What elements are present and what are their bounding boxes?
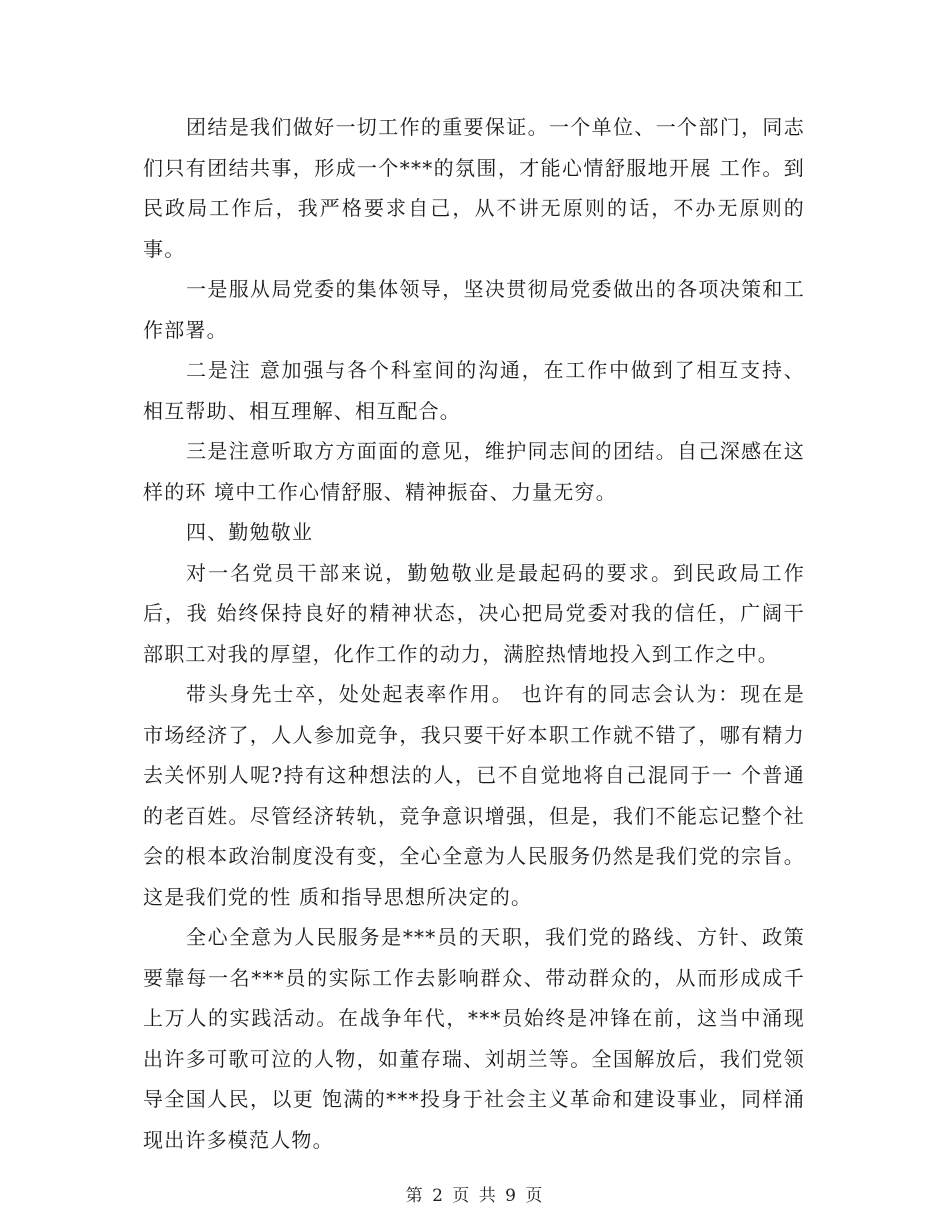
paragraph: 一是服从局党委的集体领导，坚决贯彻局党委做出的各项决策和工作部署。: [143, 277, 805, 342]
page-number-footer: 第 2 页 共 9 页: [405, 1186, 545, 1206]
section-heading: 四、勤勉敬业: [186, 520, 314, 544]
paragraph: 全心全意为人民服务是***员的天职，我们党的路线、方针、政策要靠每一名***员的实际工作去影响群众、带动群众的，从而形成成千上万人的实践活动。在战争年代，***员始终是冲锋在前，这当中涌现出许多可歌可泣的人物，如董存瑞、刘胡兰等。全国解放后，我们党领导全国人民，以更 饱满的***投身于社会主义革命和建设事业，同样涌现出许多模范人物。: [143, 925, 805, 1152]
paragraph: 二是注 意加强与各个科室间的沟通，在工作中做到了相互支持、相互帮助、相互理解、相互配合。: [143, 358, 805, 423]
paragraph: 对一名党员干部来说，勤勉敬业是最起码的要求。到民政局工作后，我 始终保持良好的精神状态，决心把局党委对我的信任，广阔干部职工对我的厚望，化作工作的动力，满腔热情地投入到工作之中。: [143, 560, 805, 666]
paragraph: 三是注意听取方方面面的意见，维护同志间的团结。自己深感在这样的环 境中工作心情舒服、精神振奋、力量无穷。: [143, 439, 805, 504]
document-body: [143, 107, 805, 1160]
paragraph: 团结是我们做好一切工作的重要保证。一个单位、一个部门，同志们只有团结共事，形成一个***的氛围，才能心情舒服地开展 工作。到民政局工作后，我严格要求自己，从不讲无原则的话，不办无原则的事。: [143, 115, 805, 261]
paragraph: 带头身先士卒，处处起表率作用。 也许有的同志会认为：现在是市场经济了，人人参加竞争，我只要干好本职工作就不错了，哪有精力去关怀别人呢?持有这种想法的人，已不自觉地将自己混同于一 个普通的老百姓。尽管经济转轨，竞争意识增强，但是，我们不能忘记整个社会的根本政治制度没有变，全心全意为人民服务仍然是我们党的宗旨。这是我们党的性 质和指导思想所决定的。: [143, 682, 805, 909]
